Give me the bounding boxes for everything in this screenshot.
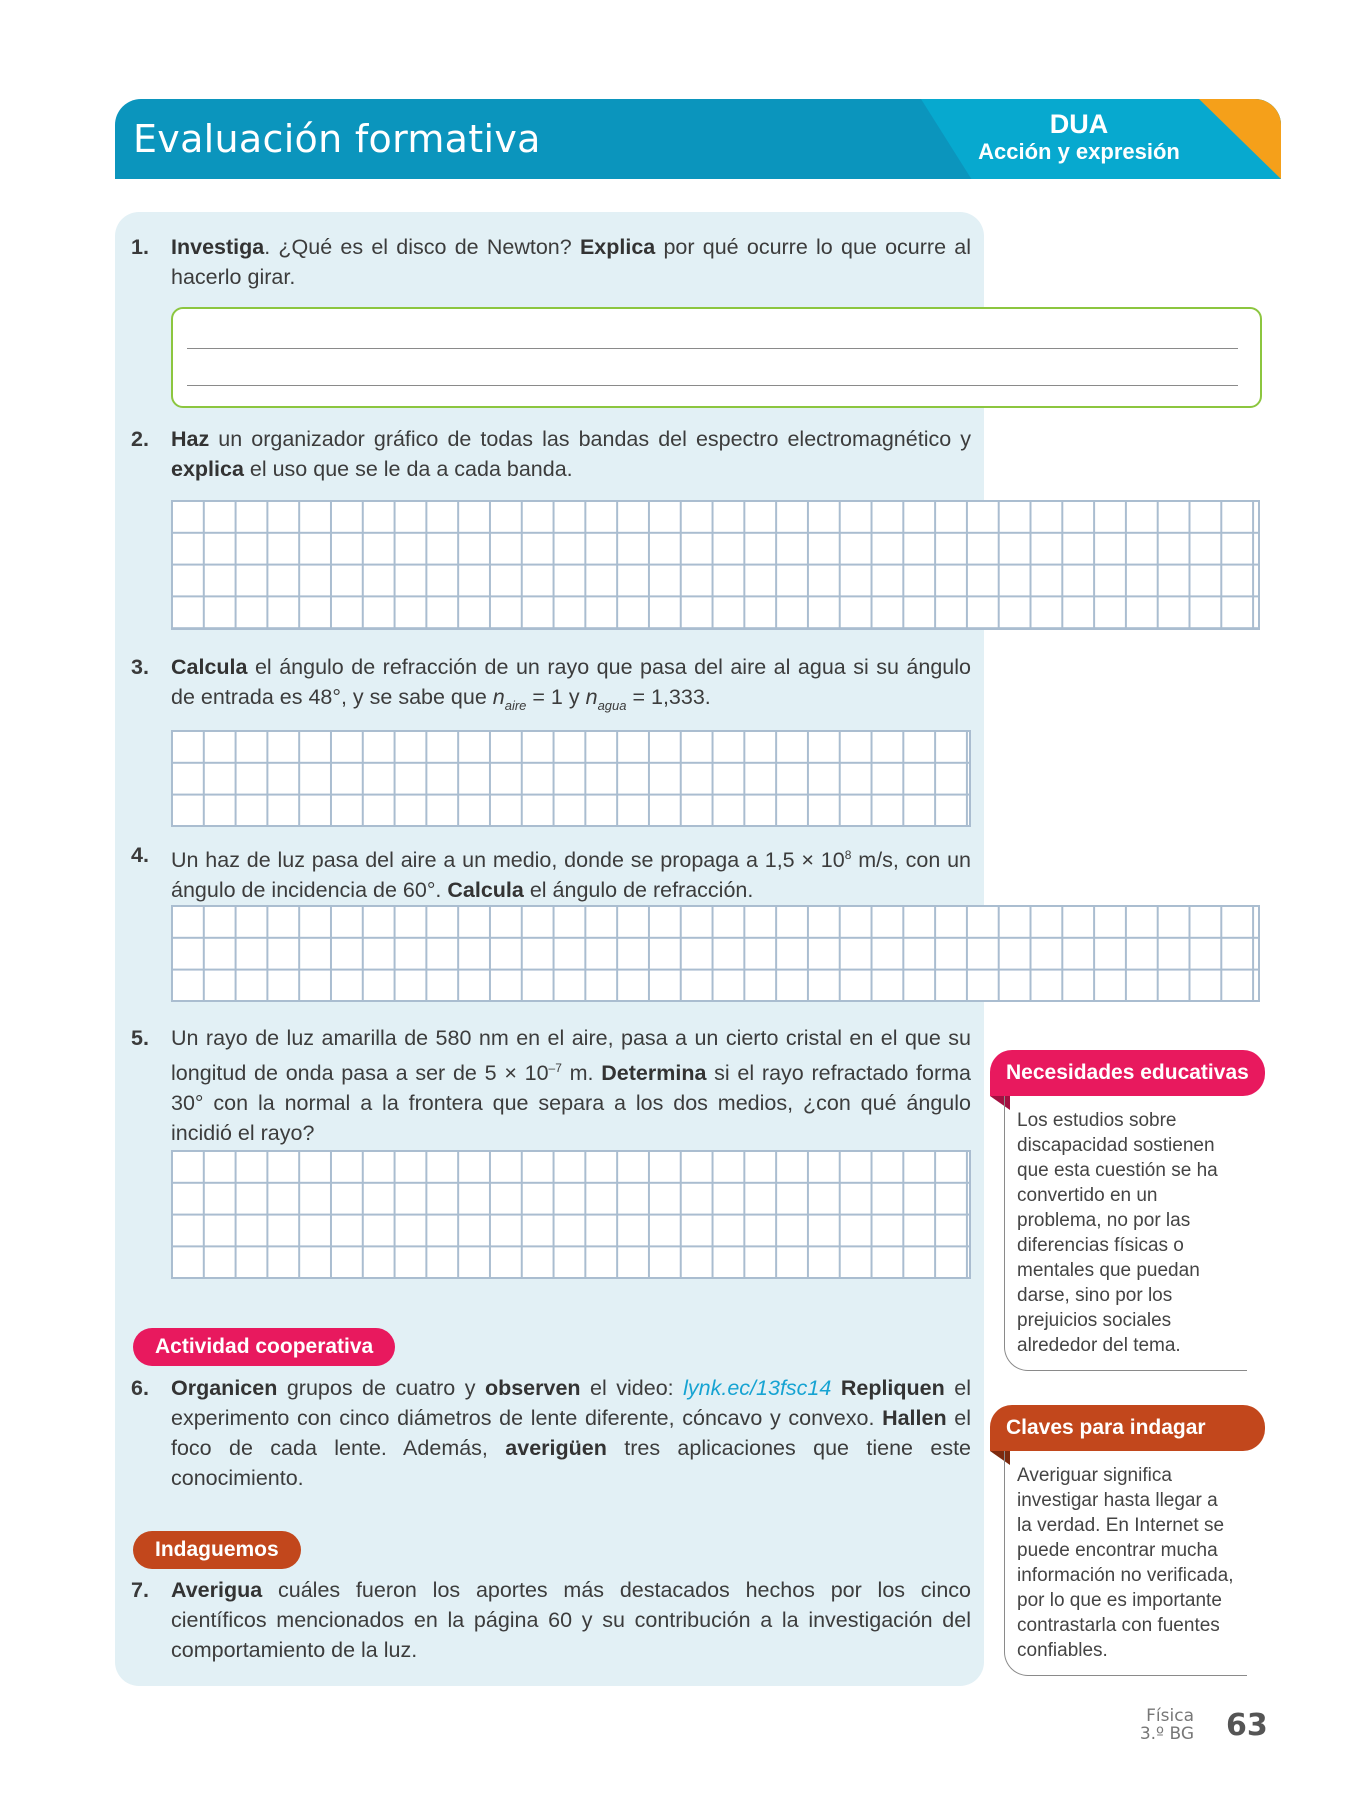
action-verb: explica (171, 457, 244, 481)
tag-actividad-cooperativa: Actividad cooperativa (133, 1328, 395, 1366)
tag-indaguemos: Indaguemos (133, 1531, 301, 1569)
question-2 (131, 424, 971, 484)
action-verb: Determina (601, 1061, 707, 1085)
subscript: aire (504, 698, 527, 713)
variable: n (492, 685, 505, 709)
question-text: Organicen grupos de cuatro y observen el video: lynk.ec/13fsc14 Repliquen el experimento con cinco diámetros de lente diferente, cóncavo y convexo. Hallen el foco de cada lente. Además, averigüen tres aplicaciones que tiene este conocimiento. (171, 1376, 971, 1490)
answer-line[interactable] (187, 385, 1238, 386)
question-7 (131, 1575, 971, 1665)
action-verb: Averigua (171, 1578, 263, 1602)
variable: n (585, 685, 598, 709)
grade-level: 3.º BG (1139, 1724, 1194, 1744)
note-body: Averiguar significa investigar hasta llegar a la verdad. En Internet se puede encontrar mucha información no verificada, por lo que es importante contrastarla con fuentes confiables. (1004, 1451, 1247, 1676)
action-verb: Organicen (171, 1376, 278, 1400)
page-title: Evaluación formativa (133, 117, 541, 161)
answer-box-1[interactable] (171, 307, 1262, 408)
superscript: 8 (844, 848, 852, 862)
section-header (115, 99, 1281, 179)
page-number: 63 (1226, 1708, 1268, 1743)
question-text: Haz un organizador gráfico de todas las bandas del espectro electromagnético y explica el uso que se le da a cada banda. (171, 427, 971, 481)
dua-title: DUA (1049, 109, 1109, 139)
action-verb: Investiga (171, 235, 265, 259)
note-claves-para-indagar (990, 1405, 1265, 1676)
answer-grid-4[interactable] (171, 905, 1260, 1002)
question-text: Calcula el ángulo de refracción de un rayo que pasa del aire al agua si su ángulo de entrada es 48°, y se sabe que $n_{aire} = 1$ y $n_{agua} = 1,333$. (171, 655, 971, 713)
answer-grid-5[interactable] (171, 1150, 971, 1279)
action-verb: Hallen (882, 1406, 947, 1430)
note-body: Los estudios sobre discapacidad sostienen que esta cuestión se ha convertido en un problema, no por las diferencias físicas o mentales que puedan darse, sino por los prejuicios sociales alrededor del tema. (1004, 1096, 1247, 1371)
action-verb: Explica (579, 235, 656, 259)
question-number: 6. (131, 1376, 149, 1400)
note-title: Necesidades educativas (990, 1050, 1265, 1096)
answer-line[interactable] (187, 348, 1238, 349)
note-title: Claves para indagar (990, 1405, 1265, 1451)
superscript: –7 (548, 1061, 562, 1075)
action-verb: observen (484, 1376, 581, 1400)
question-number: 7. (131, 1578, 149, 1602)
action-verb: averigüen (505, 1436, 607, 1460)
action-verb: Calcula (171, 655, 248, 679)
dua-subtitle: Acción y expresión (978, 139, 1180, 164)
question-text: Averigua cuáles fueron los aportes más destacados hechos por los cinco científicos mencionados en la página 60 y su contribución a la investigación del comportamiento de la luz. (171, 1578, 971, 1662)
question-number: 3. (131, 655, 149, 679)
answer-grid-3[interactable] (171, 730, 971, 827)
action-verb: Haz (171, 427, 210, 451)
question-number: 1. (131, 235, 149, 259)
question-number: 2. (131, 427, 149, 451)
question-4 (131, 840, 971, 905)
subject-name: Física (1146, 1706, 1194, 1726)
action-verb: Calcula (447, 878, 524, 902)
question-3 (131, 652, 971, 721)
video-link[interactable]: lynk.ec/13fsc14 (683, 1376, 832, 1400)
answer-grid-2[interactable] (171, 500, 1260, 630)
footer-subject (1138, 1707, 1194, 1743)
question-text: Un haz de luz pasa del aire a un medio, donde se propaga a $1,5 \times 10^8$ m/s, con un ángulo de incidencia de 60°. Calcula el ángulo de refracción. (171, 848, 971, 902)
subscript: agua (597, 698, 627, 713)
note-necesidades-educativas (990, 1050, 1265, 1371)
question-5 (131, 1023, 971, 1148)
question-6 (131, 1373, 971, 1493)
question-1 (131, 232, 971, 292)
question-number: 4. (131, 843, 149, 867)
action-verb: Repliquen (840, 1376, 945, 1400)
dua-label (959, 109, 1199, 165)
question-text: Un rayo de luz amarilla de 580 nm en el aire, pasa a un cierto cristal en el que su longitud de onda pasa a ser de $5 \times 10^{-7}$ m. Determina si el rayo refractado forma 30° con la normal a la frontera que separa a los dos medios, ¿con qué ángulo incidió el rayo? (171, 1026, 971, 1145)
question-text: Investiga. ¿Qué es el disco de Newton? Explica por qué ocurre lo que ocurre al hacerlo girar. (171, 235, 971, 289)
question-number: 5. (131, 1026, 149, 1050)
